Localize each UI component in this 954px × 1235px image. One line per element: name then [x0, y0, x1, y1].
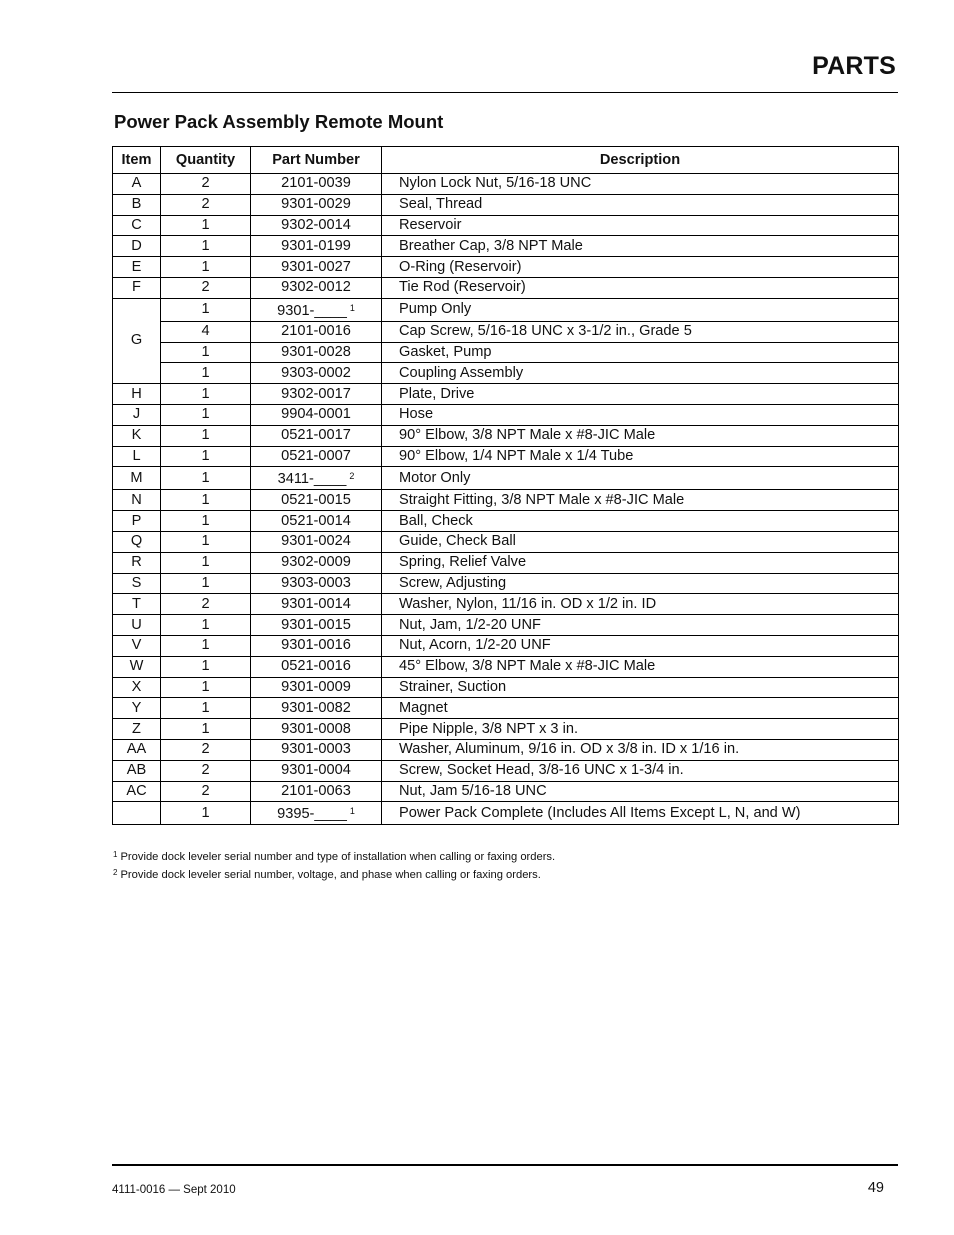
cell-description: Hose: [382, 404, 899, 425]
table-row: [113, 194, 899, 215]
table-row: [113, 781, 899, 802]
part-number-text: 9301-____: [277, 302, 347, 319]
cell-part-number: [251, 446, 382, 467]
cell-item: N: [113, 490, 161, 511]
part-number-text: 9301-0029: [281, 196, 351, 213]
cell-part-number: [251, 404, 382, 425]
page-header-title: PARTS: [812, 52, 896, 80]
cell-quantity: 1: [161, 342, 251, 363]
part-number-text: 0521-0017: [281, 427, 351, 444]
cell-description: Pump Only: [382, 298, 899, 321]
cell-item: Z: [113, 719, 161, 740]
part-number-text: 0521-0007: [281, 447, 351, 464]
cell-part-number: [251, 802, 382, 825]
cell-item: T: [113, 594, 161, 615]
cell-item: S: [113, 573, 161, 594]
cell-item: E: [113, 257, 161, 278]
table-row: [113, 719, 899, 740]
cell-quantity: 2: [161, 277, 251, 298]
part-number-text: 9904-0001: [281, 406, 351, 423]
cell-item: P: [113, 511, 161, 532]
cell-item: L: [113, 446, 161, 467]
table-row: [113, 277, 899, 298]
table-row: [113, 594, 899, 615]
cell-item: AB: [113, 760, 161, 781]
column-header-part-number: Part Number: [251, 147, 382, 174]
part-number-text: 9301-0024: [281, 533, 351, 550]
cell-quantity: 1: [161, 236, 251, 257]
cell-quantity: 1: [161, 490, 251, 511]
part-number-text: 9301-0014: [281, 595, 351, 612]
cell-part-number: [251, 384, 382, 405]
footnote-text: Provide dock leveler serial number and type of installation when calling or faxing orders.: [120, 851, 556, 863]
cell-quantity: 1: [161, 698, 251, 719]
cell-item: H: [113, 384, 161, 405]
table-row: [113, 404, 899, 425]
footnote: [113, 865, 555, 883]
part-number-text: 9395-____: [277, 806, 347, 823]
cell-item: A: [113, 174, 161, 195]
document-id: 4111-0016 — Sept 2010: [112, 1184, 236, 1196]
table-row: [113, 656, 899, 677]
cell-part-number: [251, 425, 382, 446]
cell-part-number: [251, 531, 382, 552]
cell-description: Guide, Check Ball: [382, 531, 899, 552]
cell-description: Nut, Acorn, 1/2-20 UNF: [382, 635, 899, 656]
table-header-row: [113, 147, 899, 174]
table-row: [113, 677, 899, 698]
cell-quantity: 1: [161, 802, 251, 825]
cell-description: Gasket, Pump: [382, 342, 899, 363]
cell-part-number: [251, 615, 382, 636]
cell-part-number: [251, 194, 382, 215]
cell-item: X: [113, 677, 161, 698]
cell-part-number: [251, 594, 382, 615]
part-number-text: 9302-0017: [281, 385, 351, 402]
cell-item: C: [113, 215, 161, 236]
cell-quantity: 2: [161, 594, 251, 615]
cell-part-number: [251, 467, 382, 490]
table-row: [113, 425, 899, 446]
part-number-text: 3411-____: [277, 471, 347, 488]
cell-quantity: 1: [161, 531, 251, 552]
part-number-text: 2101-0063: [281, 782, 351, 799]
part-number-text: 9303-0003: [281, 574, 351, 591]
cell-part-number: [251, 298, 382, 321]
cell-part-number: [251, 781, 382, 802]
footnote: [113, 847, 555, 865]
cell-quantity: 1: [161, 677, 251, 698]
column-header-item: Item: [113, 147, 161, 174]
cell-quantity: 2: [161, 174, 251, 195]
cell-description: Tie Rod (Reservoir): [382, 277, 899, 298]
cell-item: V: [113, 635, 161, 656]
cell-description: Washer, Aluminum, 9/16 in. OD x 3/8 in. ID x 1/16 in.: [382, 739, 899, 760]
cell-quantity: 2: [161, 739, 251, 760]
cell-description: Motor Only: [382, 467, 899, 490]
table-row: [113, 298, 899, 321]
cell-part-number: [251, 342, 382, 363]
part-number-text: 2101-0039: [281, 175, 351, 192]
part-number-text: 9302-0009: [281, 554, 351, 571]
cell-item: J: [113, 404, 161, 425]
cell-description: Screw, Adjusting: [382, 573, 899, 594]
cell-part-number: [251, 677, 382, 698]
cell-description: Nylon Lock Nut, 5/16-18 UNC: [382, 174, 899, 195]
cell-item: AC: [113, 781, 161, 802]
cell-item: F: [113, 277, 161, 298]
part-number-text: 0521-0015: [281, 491, 351, 508]
cell-description: 90° Elbow, 3/8 NPT Male x #8-JIC Male: [382, 425, 899, 446]
part-number-text: 9301-0015: [281, 616, 351, 633]
part-number-text: 9301-0008: [281, 720, 351, 737]
cell-description: Screw, Socket Head, 3/8-16 UNC x 1-3/4 in.: [382, 760, 899, 781]
footnotes: [113, 847, 555, 883]
cell-description: Spring, Relief Valve: [382, 552, 899, 573]
cell-part-number: [251, 552, 382, 573]
cell-description: O-Ring (Reservoir): [382, 257, 899, 278]
footnote-text: Provide dock leveler serial number, voltage, and phase when calling or faxing orders.: [120, 869, 541, 881]
part-number-text: 9301-0016: [281, 637, 351, 654]
table-row: [113, 760, 899, 781]
cell-part-number: [251, 215, 382, 236]
cell-quantity: 1: [161, 425, 251, 446]
cell-description: Magnet: [382, 698, 899, 719]
table-row: [113, 739, 899, 760]
cell-item: Q: [113, 531, 161, 552]
table-row: [113, 215, 899, 236]
table-row: [113, 321, 899, 342]
section-title: Power Pack Assembly Remote Mount: [114, 111, 444, 132]
table-row: [113, 236, 899, 257]
cell-description: Cap Screw, 5/16-18 UNC x 3-1/2 in., Grade 5: [382, 321, 899, 342]
cell-quantity: 1: [161, 615, 251, 636]
cell-item: AA: [113, 739, 161, 760]
footnote-reference: 1: [349, 806, 355, 817]
cell-description: Washer, Nylon, 11/16 in. OD x 1/2 in. ID: [382, 594, 899, 615]
cell-item: K: [113, 425, 161, 446]
cell-item: U: [113, 615, 161, 636]
cell-item: W: [113, 656, 161, 677]
parts-table: [112, 146, 899, 825]
cell-part-number: [251, 719, 382, 740]
table-row: [113, 490, 899, 511]
cell-item: G: [113, 298, 161, 383]
cell-quantity: 1: [161, 511, 251, 532]
cell-quantity: 1: [161, 552, 251, 573]
footnote-marker: 2: [113, 868, 118, 877]
part-number-text: 9301-0082: [281, 699, 351, 716]
cell-part-number: [251, 739, 382, 760]
cell-quantity: 1: [161, 298, 251, 321]
footnote-marker: 1: [113, 850, 118, 859]
part-number-text: 9301-0009: [281, 678, 351, 695]
column-header-quantity: Quantity: [161, 147, 251, 174]
table-row: [113, 446, 899, 467]
cell-description: 45° Elbow, 3/8 NPT Male x #8-JIC Male: [382, 656, 899, 677]
cell-description: Pipe Nipple, 3/8 NPT x 3 in.: [382, 719, 899, 740]
cell-quantity: 1: [161, 573, 251, 594]
table-row: [113, 615, 899, 636]
cell-quantity: 1: [161, 215, 251, 236]
table-row: [113, 384, 899, 405]
cell-part-number: [251, 490, 382, 511]
cell-part-number: [251, 511, 382, 532]
cell-part-number: [251, 698, 382, 719]
cell-quantity: 2: [161, 760, 251, 781]
table-row: [113, 802, 899, 825]
cell-item: R: [113, 552, 161, 573]
cell-quantity: 1: [161, 446, 251, 467]
cell-part-number: [251, 174, 382, 195]
cell-part-number: [251, 236, 382, 257]
cell-description: 90° Elbow, 1/4 NPT Male x 1/4 Tube: [382, 446, 899, 467]
cell-item: B: [113, 194, 161, 215]
table-row: [113, 635, 899, 656]
cell-description: Coupling Assembly: [382, 363, 899, 384]
table-row: [113, 698, 899, 719]
part-number-text: 9302-0012: [281, 279, 351, 296]
part-number-text: 2101-0016: [281, 323, 351, 340]
cell-part-number: [251, 656, 382, 677]
cell-item: Y: [113, 698, 161, 719]
cell-quantity: 1: [161, 257, 251, 278]
cell-part-number: [251, 760, 382, 781]
cell-description: Straight Fitting, 3/8 NPT Male x #8-JIC Male: [382, 490, 899, 511]
table-row: [113, 531, 899, 552]
cell-quantity: 2: [161, 194, 251, 215]
footnote-reference: 1: [349, 302, 355, 313]
cell-description: Reservoir: [382, 215, 899, 236]
cell-part-number: [251, 573, 382, 594]
part-number-text: 9301-0028: [281, 343, 351, 360]
table-row: [113, 257, 899, 278]
cell-description: Ball, Check: [382, 511, 899, 532]
table-row: [113, 511, 899, 532]
cell-item: D: [113, 236, 161, 257]
cell-quantity: 1: [161, 719, 251, 740]
cell-part-number: [251, 277, 382, 298]
part-number-text: 9301-0027: [281, 258, 351, 275]
table-row: [113, 573, 899, 594]
cell-part-number: [251, 635, 382, 656]
table-row: [113, 552, 899, 573]
cell-quantity: 1: [161, 363, 251, 384]
part-number-text: 0521-0016: [281, 658, 351, 675]
cell-description: Nut, Jam, 1/2-20 UNF: [382, 615, 899, 636]
cell-description: Plate, Drive: [382, 384, 899, 405]
cell-item: [113, 802, 161, 825]
part-number-text: 9302-0014: [281, 216, 351, 233]
part-number-text: 9303-0002: [281, 364, 351, 381]
cell-description: Nut, Jam 5/16-18 UNC: [382, 781, 899, 802]
cell-description: Breather Cap, 3/8 NPT Male: [382, 236, 899, 257]
cell-quantity: 1: [161, 656, 251, 677]
cell-quantity: 2: [161, 781, 251, 802]
cell-description: Seal, Thread: [382, 194, 899, 215]
cell-quantity: 1: [161, 404, 251, 425]
cell-part-number: [251, 257, 382, 278]
cell-item: M: [113, 467, 161, 490]
part-number-text: 0521-0014: [281, 512, 351, 529]
header-divider: [112, 92, 898, 93]
cell-quantity: 1: [161, 384, 251, 405]
cell-part-number: [251, 321, 382, 342]
column-header-description: Description: [382, 147, 899, 174]
part-number-text: 9301-0004: [281, 762, 351, 779]
footer-divider: [112, 1164, 898, 1166]
table-row: [113, 174, 899, 195]
cell-description: Strainer, Suction: [382, 677, 899, 698]
footnote-reference: 2: [349, 471, 355, 482]
cell-quantity: 4: [161, 321, 251, 342]
table-row: [113, 467, 899, 490]
table-row: [113, 363, 899, 384]
cell-quantity: 1: [161, 635, 251, 656]
table-row: [113, 342, 899, 363]
page-number: 49: [867, 1180, 884, 1196]
cell-part-number: [251, 363, 382, 384]
cell-description: Power Pack Complete (Includes All Items Except L, N, and W): [382, 802, 899, 825]
part-number-text: 9301-0003: [281, 741, 351, 758]
cell-quantity: 1: [161, 467, 251, 490]
part-number-text: 9301-0199: [281, 237, 351, 254]
